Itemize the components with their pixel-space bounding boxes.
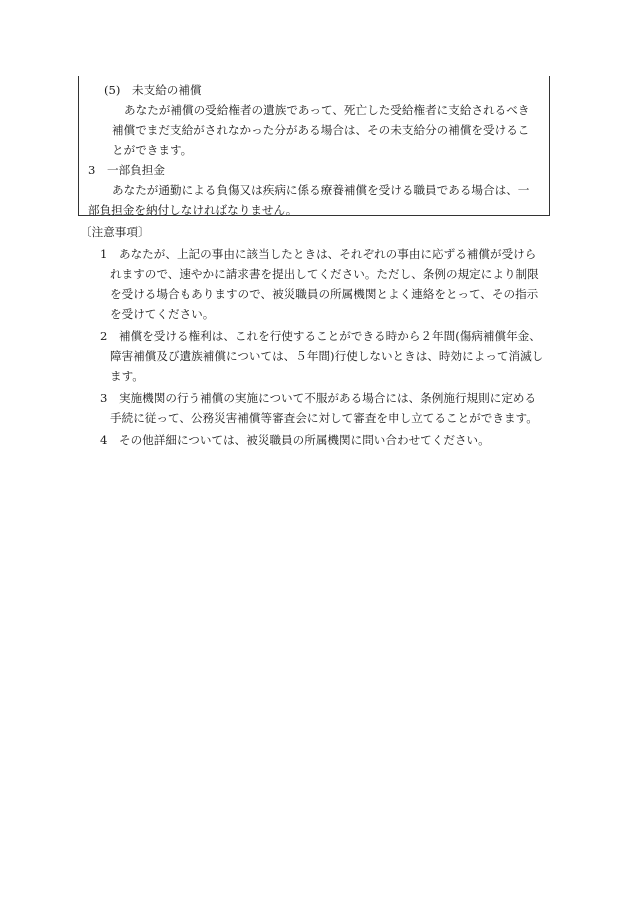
note-1-line-4: を受けてください。 — [110, 307, 215, 321]
item-5-line-3: とができます。 — [112, 143, 193, 157]
item-3-line-2: 部負担金を納付しなければなりません。 — [88, 203, 298, 217]
item-3-line-1: あなたが通勤による負傷又は疾病に係る療養補償を受ける職員である場合は、一 — [112, 183, 530, 197]
note-1-line-1: 1 あなたが、上記の事由に該当したときは、それぞれの事由に応ずる補償が受けら — [100, 247, 537, 261]
note-4-line-1: 4 その他詳細については、被災職員の所属機関に問い合わせてください。 — [100, 433, 490, 447]
note-1-line-3: を受ける場合もありますので、被災職員の所属機関とよく連絡をとって、その指示 — [110, 287, 539, 301]
note-1-line-2: れますので、速やかに請求書を提出してください。ただし、条例の規定により制限 — [110, 267, 539, 281]
note-2-line-2: 障害補償及び遺族補償については、５年間)行使しないときは、時効によって消滅し — [110, 349, 544, 363]
notes-title: 〔注意事項〕 — [80, 225, 150, 239]
item-5-line-1: あなたが補償の受給権者の遺族であって、死亡した受給権者に支給されるべき — [124, 103, 530, 117]
note-2-line-1: 2 補償を受ける権利は、これを行使することができる時から２年間(傷病補償年金、 — [100, 329, 541, 343]
note-2-line-3: ます。 — [110, 369, 144, 383]
note-3-line-1: 3 実施機関の行う補償の実施について不服がある場合には、条例施行規則に定める — [100, 391, 537, 405]
note-3-line-2: 手続に従って、公務災害補償等審査会に対して審査を申し立てることができます。 — [110, 411, 538, 425]
item-5-heading: (5) 未支給の補償 — [104, 83, 202, 97]
item-3-heading: 3 一部負担金 — [88, 163, 165, 177]
item-5-line-2: 補償でまだ支給がされなかった分がある場合は、その未支給分の補償を受けるこ — [112, 123, 530, 137]
